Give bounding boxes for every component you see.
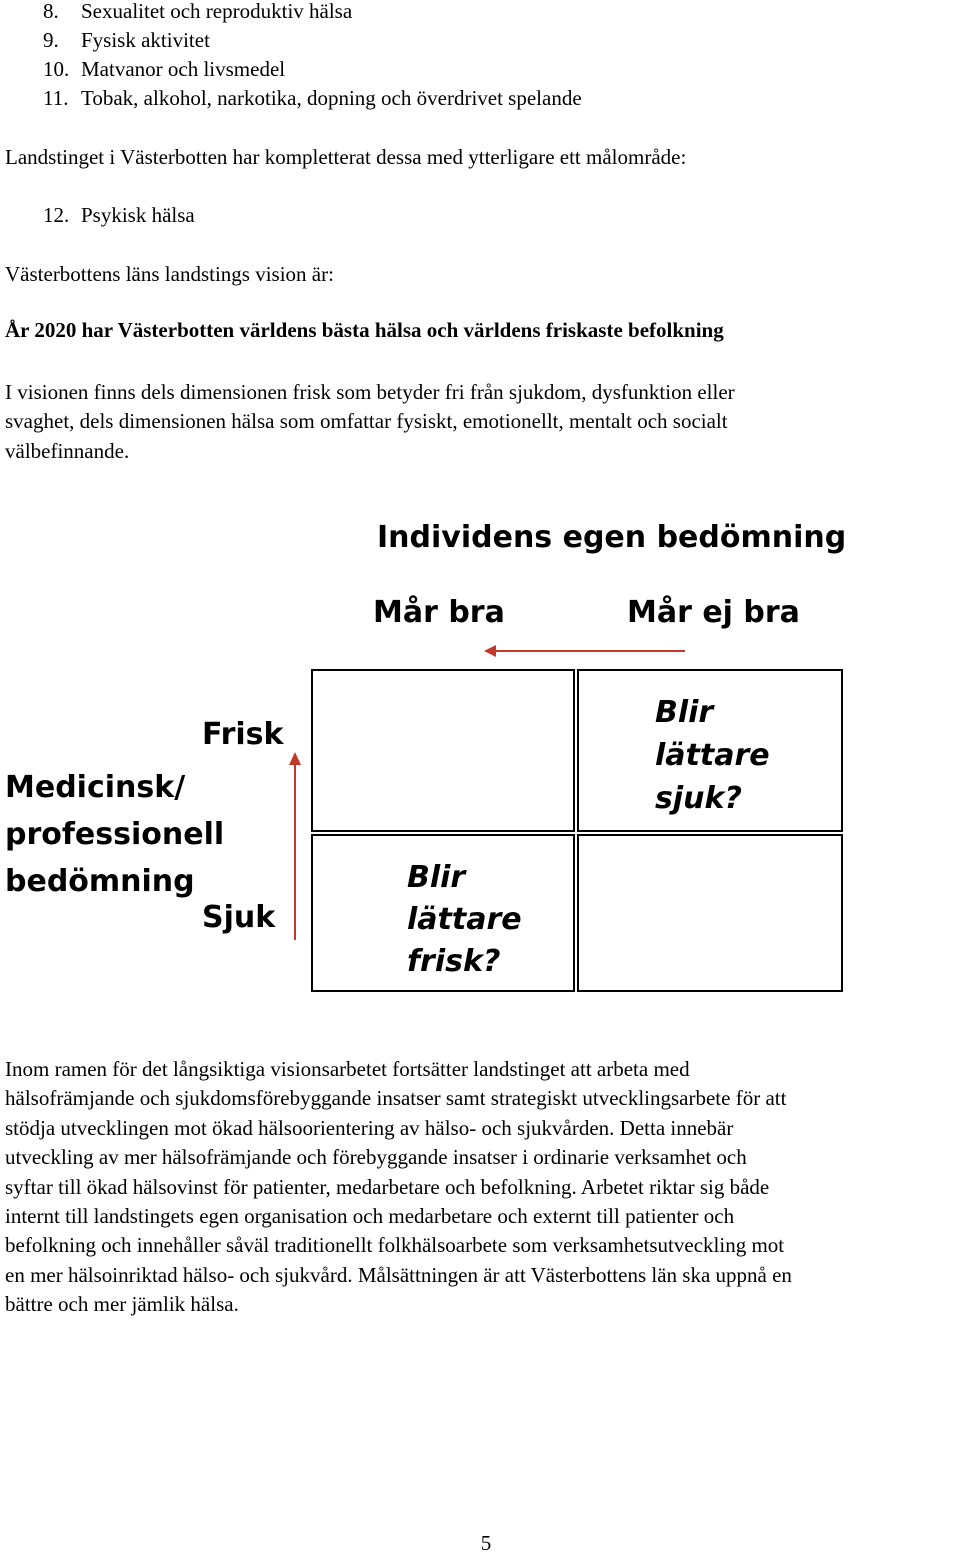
list-text: Psykisk hälsa [81,203,195,227]
paragraph-line: välbefinnande. [5,438,130,463]
quadrant-text-line: frisk? [407,944,501,979]
quadrant-text-line: lättare [655,738,770,773]
list-text: Sexualitet och reproduktiv hälsa [81,0,353,23]
paragraph-line: en mer hälsoinriktad hälso- och sjukvård. Målsättningen är att Västerbottens län ska uppnå en [5,1262,792,1287]
list-number: 10. [43,57,70,81]
list-number: 12. [43,203,70,227]
quadrant-text-line: Blir [407,860,466,895]
side-label-line: bedömning [5,864,195,899]
quadrant-grid [312,670,842,991]
list-number: 9. [43,28,59,52]
vision-statement: År 2020 har Västerbotten världens bästa hälsa och världens friskaste befolkning [5,318,724,342]
paragraph-line: svaghet, dels dimensionen hälsa som omfattar fysiskt, emotionellt, mentalt och socialt [5,409,728,434]
list-text: Matvanor och livsmedel [81,57,286,81]
paragraph-line: I visionen finns dels dimensionen frisk som betyder fri från sjukdom, dysfunktion eller [5,380,735,404]
quadrant-text-line: sjuk? [655,781,742,816]
paragraph-line: syftar till ökad hälsovinst för patienter, medarbetare och befolkning. Arbetet riktar sig både [5,1174,770,1199]
page-number: 5 [480,1531,492,1555]
list-item-extra [43,201,343,231]
vision-paragraph [5,378,960,466]
list-item [43,84,743,114]
vertical-arrow [289,752,301,940]
horizontal-arrow [484,645,685,657]
diagram-title: Individens egen bedömning [377,520,847,555]
diagram-feel-good: Mår bra [373,595,505,630]
health-diagram [0,500,960,1000]
supplement-intro: Landstinget i Västerbotten har kompletterat dessa med ytterligare ett målområde: [5,145,687,169]
list-number: 8. [43,0,59,23]
list-item [43,0,743,27]
paragraph-line: befolkning och innehåller såväl traditionellt folkhälsoarbete som verksamhetsutveckling mot [5,1233,785,1258]
list-text: Fysisk aktivitet [81,28,210,52]
quadrant-text-line: Blir [655,695,714,730]
paragraph-line: Inom ramen för det långsiktiga visionsarbetet fortsätter landstinget att arbeta med [5,1057,690,1081]
diagram-feel-not-good: Mår ej bra [627,595,800,630]
list-item [43,26,743,56]
paragraph-line: bättre och mer jämlik hälsa. [5,1292,239,1317]
list-text: Tobak, alkohol, narkotika, dopning och överdrivet spelande [81,86,582,110]
quadrant-text-line: lättare [407,902,522,937]
axis-frisk: Frisk [202,717,284,752]
vision-intro: Västerbottens läns landstings vision är: [5,262,334,286]
paragraph-line: stödja utvecklingen mot ökad hälsoorientering av hälso- och sjukvården. Detta innebär [5,1115,734,1140]
list-item [43,55,743,85]
paragraph-line: hälsofrämjande och sjukdomsförebyggande insatser samt strategiskt utvecklingsarbete för att [5,1086,787,1111]
paragraph-line: utveckling av mer hälsofrämjande och förebyggande insatser i ordinarie verksamhet och [5,1145,747,1170]
side-label-line: professionell [5,817,225,852]
side-label-line: Medicinsk/ [5,770,186,805]
closing-paragraph [5,1055,960,1320]
axis-sjuk: Sjuk [202,900,276,935]
paragraph-line: internt till landstingets egen organisation och medarbetare och externt till patienter och [5,1204,735,1229]
list-number: 11. [43,86,69,110]
